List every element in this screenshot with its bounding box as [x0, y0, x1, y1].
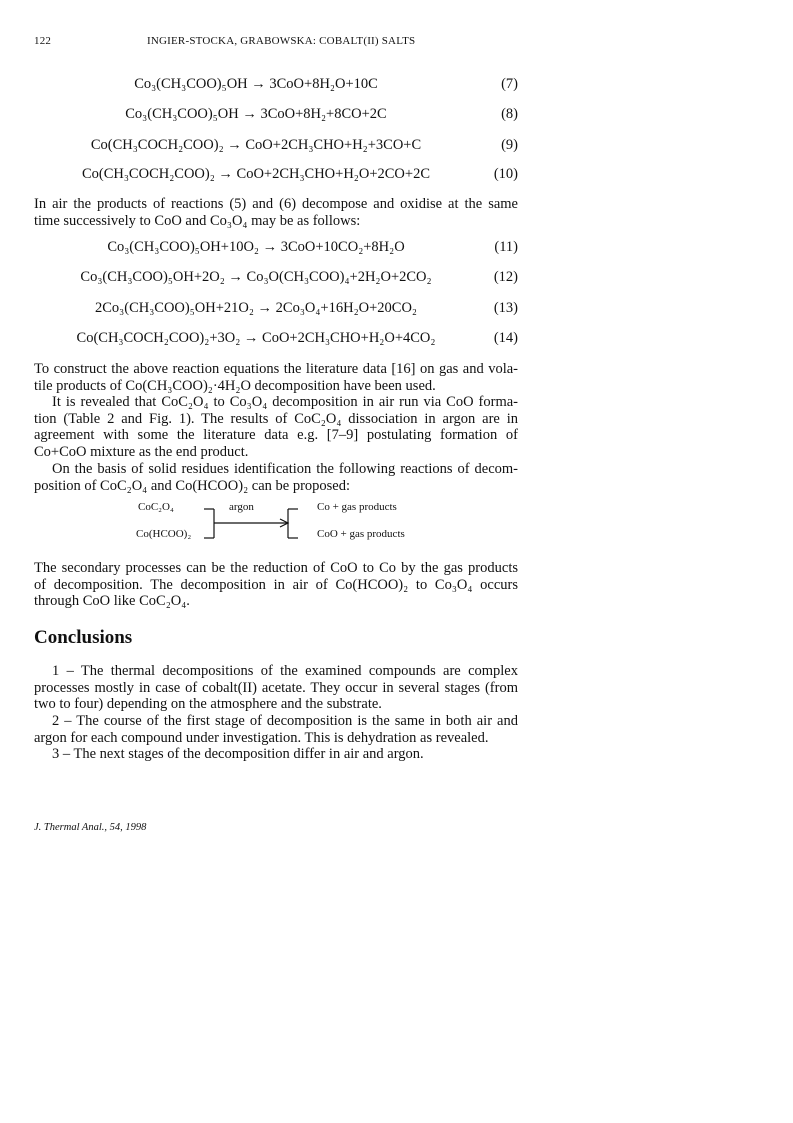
equation-expression: Co₃(CH₃COO)₅OH+10O₂ → 3CoO+10CO₂+8H₂O [107, 239, 405, 255]
text-line: 1 – The thermal decompositions of the examined compounds are complex [52, 663, 518, 679]
text-line: The secondary processes can be the reduction of CoO to Co by the gas products [34, 560, 518, 576]
conclusion-item-2 [34, 713, 518, 746]
scheme-reactant-bottom: Co(HCOO)₂ [136, 528, 192, 540]
conclusion-item-3 [34, 746, 518, 763]
equation-expression: 2Co₃(CH₃COO)₅OH+21O₂ → 2Co₃O₄+16H₂O+20CO₂ [95, 300, 417, 316]
equation-number: (7) [501, 76, 518, 92]
text-line: of decomposition. The decomposition in air of Co(HCOO)₂ to Co₃O₄ occurs [34, 576, 518, 593]
equation-number: (12) [493, 269, 518, 285]
equation-expression: Co(CH₃COCH₂COO)₂ → CoO+2CH₃CHO+H₂+3CO+C [90, 137, 422, 153]
page-number: 122 [34, 35, 52, 47]
paragraph-secondary [34, 560, 518, 610]
paragraph-revealed [34, 394, 518, 460]
scheme-product-bottom: CoO + gas products [317, 528, 405, 540]
equation-7 [34, 76, 518, 96]
scheme-condition: argon [229, 501, 254, 513]
paragraph-air-products [34, 196, 518, 229]
text-line: argon for each compound under investigation. This is dehydration as revealed. [34, 729, 489, 746]
running-header [34, 35, 517, 51]
text-line: time successively to CoO and Co₃O₄ may be as follows: [34, 212, 361, 229]
equation-number: (8) [501, 106, 518, 122]
equation-number: (14) [493, 330, 518, 346]
equation-13 [34, 300, 518, 320]
journal-footer: J. Thermal Anal., 54, 1998 [34, 822, 147, 833]
equation-12 [34, 269, 518, 289]
text-line: To construct the above reaction equations the literature data [16] on gas and vola- [34, 361, 518, 377]
text-line: In air the products of reactions (5) and (6) decompose and oxidise at the same [34, 196, 518, 212]
equation-10 [34, 166, 518, 186]
text-line: 3 – The next stages of the decomposition differ in air and argon. [52, 746, 424, 762]
equation-number: (13) [493, 300, 518, 316]
equation-expression: Co(CH₃COCH₂COO)₂ → CoO+2CH₃CHO+H₂O+2CO+2C [81, 166, 430, 182]
equation-expression: Co₃(CH₃COO)₅OH → 3CoO+8H₂+8CO+2C [125, 106, 387, 122]
scheme-reactant-top: CoC₂O₄ [138, 501, 174, 513]
running-head-title: INGIER-STOCKA, GRABOWSKA: COBALT(II) SALTS [147, 35, 416, 47]
text-line: tile products of Co(CH₃COO)₂·4H₂O decomposition have been used. [34, 377, 436, 394]
equation-number: (11) [494, 239, 518, 255]
equation-number: (9) [501, 137, 518, 153]
conclusion-item-1 [34, 663, 518, 713]
equation-11 [34, 239, 518, 259]
scheme-product-top: Co + gas products [317, 501, 397, 513]
text-line: through CoO like CoC₂O₄. [34, 593, 190, 610]
equation-expression: Co(CH₃COCH₂COO)₂+3O₂ → CoO+2CH₃CHO+H₂O+4CO₂ [76, 330, 436, 346]
text-line: It is revealed that CoC₂O₄ to Co₃O₄ decomposition in air run via CoO forma- [52, 394, 518, 410]
text-line: Co+CoO mixture as the end product. [34, 443, 249, 460]
text-line: On the basis of solid residues identification the following reactions of decom- [52, 461, 518, 477]
equation-9 [34, 137, 518, 157]
text-line: 2 – The course of the first stage of decomposition is the same in both air and [52, 713, 518, 729]
text-line: processes mostly in case of cobalt(II) acetate. They occur in several stages (from [34, 679, 518, 696]
equation-expression: Co₃(CH₃COO)₅OH+2O₂ → Co₃O(CH₃COO)₄+2H₂O+2CO₂ [80, 269, 432, 285]
equation-14 [34, 330, 518, 350]
reaction-scheme [130, 498, 430, 546]
section-heading-conclusions: Conclusions [34, 627, 133, 648]
equation-number: (10) [493, 166, 518, 182]
equation-expression: Co₃(CH₃COO)₅OH → 3CoO+8H₂O+10C [134, 76, 378, 92]
text-line: position of CoC₂O₄ and Co(HCOO)₂ can be proposed: [34, 477, 351, 494]
text-line: agreement with some the literature data e.g. [7–9] postulating formation of [34, 427, 518, 444]
paragraph-construct [34, 361, 518, 394]
paragraph-basis [34, 461, 518, 494]
equation-8 [34, 106, 518, 126]
text-line: tion (Table 2 and Fig. 1). The results of CoC₂O₄ dissociation in argon are in [34, 410, 518, 427]
text-line: two to four) depending on the atmosphere and the substrate. [34, 696, 382, 713]
